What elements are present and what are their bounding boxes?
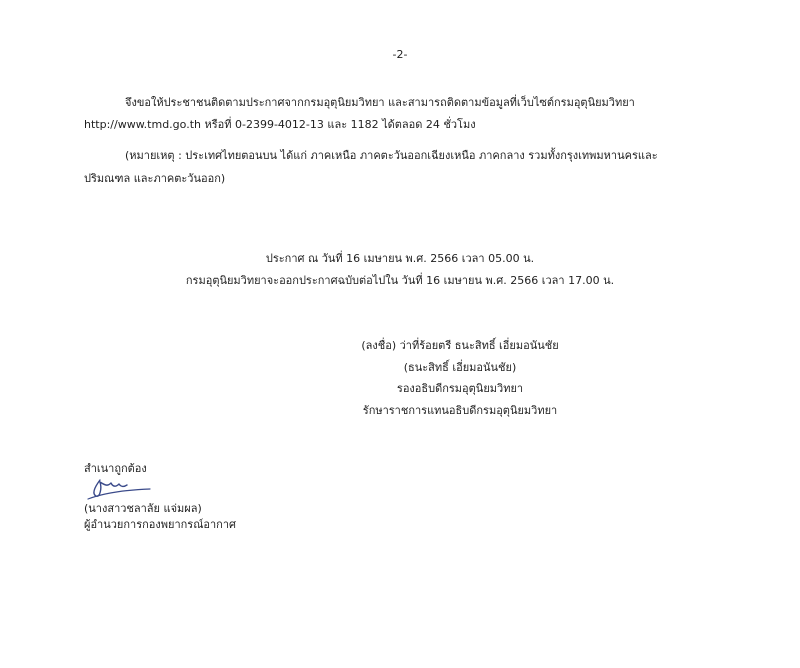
- note-line-2: ปริมณฑล และภาคตะวันออก): [84, 172, 226, 185]
- note-line-1: (หมายเหตุ : ประเทศไทยตอนบน ได้แก่ ภาคเหนือ ภาคตะวันออกเฉียงเหนือ ภาคกลาง รวมทั้งกรุงเทพมหานครและ: [125, 149, 658, 162]
- signatory-signed: (ลงชื่อ) ว่าที่ร้อยตรี ธนะสิทธิ์ เอี่ยมอนันชัย: [361, 339, 559, 352]
- page-number: -2-: [392, 48, 408, 61]
- handwritten-signature: [84, 474, 152, 500]
- body-paragraph-line-2: http://www.tmd.go.th หรือที่ 0-2399-4012-13 และ 1182 ได้ตลอด 24 ชั่วโมง: [84, 118, 476, 131]
- next-announcement: กรมอุตุนิยมวิทยาจะออกประกาศฉบับต่อไปใน วันที่ 16 เมษายน พ.ศ. 2566 เวลา 17.00 น.: [185, 274, 615, 287]
- certifier-name: (นางสาวชลาลัย แจ่มผล): [84, 502, 202, 515]
- body-paragraph-line-1: จึงขอให้ประชาชนติดตามประกาศจากกรมอุตุนิยมวิทยา และสามารถติดตามข้อมูลที่เว็บไซต์กรมอุตุนิยมวิทยา: [125, 96, 635, 109]
- certifier-position: ผู้อำนวยการกองพยากรณ์อากาศ: [84, 518, 237, 531]
- announcement-date: ประกาศ ณ วันที่ 16 เมษายน พ.ศ. 2566 เวลา 05.00 น.: [265, 252, 535, 265]
- signatory-name: (ธนะสิทธิ์ เอี่ยมอนันชัย): [403, 361, 517, 374]
- signatory-position: รองอธิบดีกรมอุตุนิยมวิทยา: [396, 382, 524, 395]
- signatory-acting-position: รักษาราชการแทนอธิบดีกรมอุตุนิยมวิทยา: [362, 404, 558, 417]
- certified-copy-label: สำเนาถูกต้อง: [84, 462, 147, 475]
